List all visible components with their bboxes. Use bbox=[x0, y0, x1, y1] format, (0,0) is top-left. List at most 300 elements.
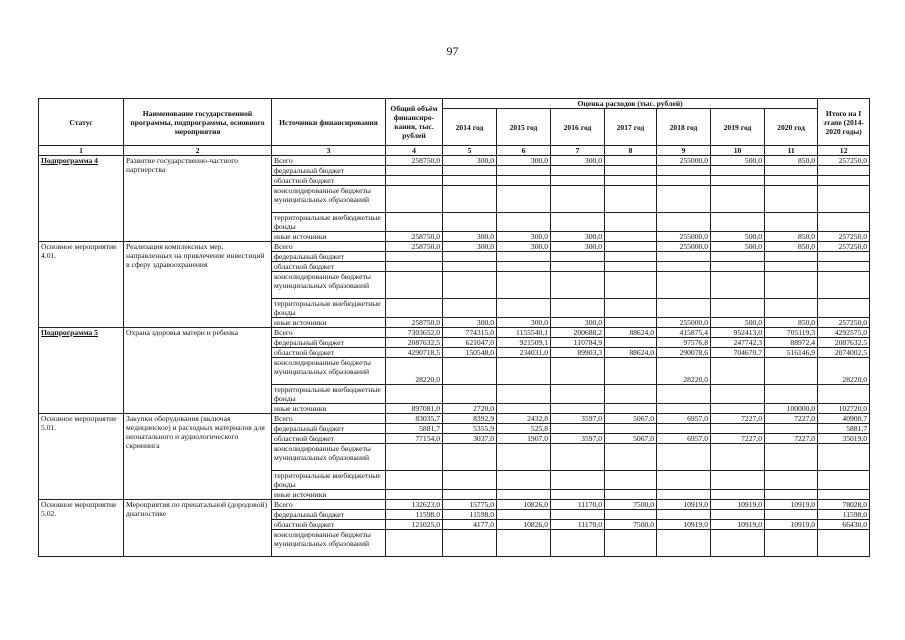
row-value bbox=[605, 232, 657, 242]
row-name: Реализация комплексных мер, направленных на привлечение инвестиций в сферу здравоохранения bbox=[124, 242, 272, 328]
row-value bbox=[443, 490, 497, 500]
row-value bbox=[605, 385, 657, 404]
header-row-top bbox=[39, 99, 870, 109]
row-value bbox=[386, 166, 443, 176]
row-value bbox=[551, 358, 605, 385]
row-value: 1907,0 bbox=[497, 434, 551, 444]
row-status: Основное мероприятие 5.01. bbox=[39, 414, 124, 500]
row-value bbox=[711, 471, 765, 490]
row-value: 11598,0 bbox=[443, 510, 497, 520]
row-value bbox=[386, 490, 443, 500]
row-value: 2720,0 bbox=[443, 404, 497, 414]
row-value: 11598,0 bbox=[386, 510, 443, 520]
row-value: 7303652,0 bbox=[386, 328, 443, 338]
row-value bbox=[765, 299, 818, 318]
row-value bbox=[443, 385, 497, 404]
row-value bbox=[443, 272, 497, 299]
row-value bbox=[818, 213, 870, 232]
row-value bbox=[551, 444, 605, 471]
row-value: 121025,0 bbox=[386, 520, 443, 530]
row-value: 257250,0 bbox=[818, 318, 870, 328]
row-value bbox=[818, 471, 870, 490]
row-value bbox=[765, 358, 818, 385]
header-year: 2020 год bbox=[765, 109, 818, 146]
header-total-volume: Общий объём финансиро-вания, тыс. рублей bbox=[386, 99, 443, 146]
row-value bbox=[605, 444, 657, 471]
row-value: 258750,0 bbox=[386, 156, 443, 166]
row-value bbox=[605, 299, 657, 318]
row-value: 247742,3 bbox=[711, 338, 765, 348]
row-value bbox=[551, 471, 605, 490]
row-value bbox=[497, 404, 551, 414]
row-value: 921509,1 bbox=[497, 338, 551, 348]
row-value: 258750,0 bbox=[386, 318, 443, 328]
row-value: 850,0 bbox=[765, 318, 818, 328]
row-value: 2087632,5 bbox=[386, 338, 443, 348]
row-value bbox=[605, 262, 657, 272]
column-number: 10 bbox=[711, 146, 765, 156]
row-value bbox=[818, 176, 870, 186]
row-value bbox=[711, 213, 765, 232]
row-value bbox=[765, 272, 818, 299]
row-value bbox=[443, 471, 497, 490]
row-value bbox=[443, 444, 497, 471]
row-value: 10919,0 bbox=[765, 520, 818, 530]
row-value bbox=[711, 358, 765, 385]
row-value: 257250,0 bbox=[818, 156, 870, 166]
row-value bbox=[765, 186, 818, 213]
row-value: 255000,0 bbox=[657, 156, 711, 166]
row-value bbox=[551, 530, 605, 557]
row-value: 300,0 bbox=[443, 232, 497, 242]
column-number: 6 bbox=[497, 146, 551, 156]
row-status: Подпрограмма 5 bbox=[39, 328, 124, 414]
row-value: 300,0 bbox=[551, 242, 605, 252]
row-value bbox=[711, 272, 765, 299]
row-value: 200688,2 bbox=[551, 328, 605, 338]
row-value bbox=[497, 471, 551, 490]
row-value: 300,0 bbox=[497, 318, 551, 328]
row-source: иные источники bbox=[272, 490, 386, 500]
row-value bbox=[605, 272, 657, 299]
row-value: 15775,0 bbox=[443, 500, 497, 510]
row-value bbox=[497, 252, 551, 262]
row-value bbox=[765, 510, 818, 520]
row-value bbox=[605, 156, 657, 166]
row-value bbox=[497, 176, 551, 186]
row-value bbox=[386, 385, 443, 404]
header-year: 2017 год bbox=[605, 109, 657, 146]
row-value bbox=[497, 166, 551, 176]
row-value: 255000,0 bbox=[657, 242, 711, 252]
row-value bbox=[443, 166, 497, 176]
page-number: 97 bbox=[446, 44, 459, 58]
row-source: иные источники bbox=[272, 232, 386, 242]
table-row bbox=[39, 156, 870, 166]
column-number: 11 bbox=[765, 146, 818, 156]
row-value bbox=[605, 404, 657, 414]
row-value: 35019,0 bbox=[818, 434, 870, 444]
header-year: 2018 год bbox=[657, 109, 711, 146]
row-value bbox=[551, 424, 605, 434]
row-value: 258750,0 bbox=[386, 242, 443, 252]
row-value bbox=[765, 490, 818, 500]
row-value: 10826,0 bbox=[497, 520, 551, 530]
row-value bbox=[497, 490, 551, 500]
row-value: 774315,0 bbox=[443, 328, 497, 338]
row-source: Всего bbox=[272, 156, 386, 166]
row-value bbox=[386, 252, 443, 262]
row-source: территориальные внебюджетные фонды bbox=[272, 385, 386, 404]
row-value bbox=[765, 213, 818, 232]
row-value: 257250,0 bbox=[818, 242, 870, 252]
row-value: 97576,8 bbox=[657, 338, 711, 348]
row-value: 850,0 bbox=[765, 156, 818, 166]
row-value: 4177,0 bbox=[443, 520, 497, 530]
row-source: областной бюджет bbox=[272, 520, 386, 530]
row-source: территориальные внебюджетные фонды bbox=[272, 299, 386, 318]
row-value: 28220,0 bbox=[818, 358, 870, 385]
row-value: 255000,0 bbox=[657, 318, 711, 328]
row-value: 3037,0 bbox=[443, 434, 497, 444]
row-value: 500,0 bbox=[711, 232, 765, 242]
row-value bbox=[443, 252, 497, 262]
column-number: 8 bbox=[605, 146, 657, 156]
row-value bbox=[551, 272, 605, 299]
row-value bbox=[818, 272, 870, 299]
budget-table bbox=[38, 98, 870, 557]
row-value: 897081,0 bbox=[386, 404, 443, 414]
row-value bbox=[711, 262, 765, 272]
row-value bbox=[605, 490, 657, 500]
row-value: 10919,0 bbox=[657, 520, 711, 530]
row-source: федеральный бюджет bbox=[272, 510, 386, 520]
header-stage-total: Итого на I этапе (2014-2020 годы) bbox=[818, 99, 870, 146]
row-name: Охрана здоровья матери и ребенка bbox=[124, 328, 272, 414]
row-value: 28220,0 bbox=[657, 358, 711, 385]
row-value bbox=[711, 530, 765, 557]
row-value: 88624,0 bbox=[605, 328, 657, 338]
column-number: 1 bbox=[39, 146, 124, 156]
row-value bbox=[386, 444, 443, 471]
row-value: 4292575,0 bbox=[818, 328, 870, 338]
row-value bbox=[497, 510, 551, 520]
row-value: 7500,0 bbox=[605, 520, 657, 530]
row-value: 290078,6 bbox=[657, 348, 711, 358]
row-value bbox=[605, 213, 657, 232]
row-source: иные источники bbox=[272, 404, 386, 414]
row-value: 5881,7 bbox=[386, 424, 443, 434]
row-value bbox=[711, 404, 765, 414]
row-value bbox=[497, 444, 551, 471]
row-value: 300,0 bbox=[443, 318, 497, 328]
row-value: 88624,0 bbox=[605, 348, 657, 358]
header-estimate: Оценка расходов (тыс. рублей) bbox=[443, 99, 818, 109]
row-value: 525,8 bbox=[497, 424, 551, 434]
row-value: 300,0 bbox=[551, 156, 605, 166]
row-value bbox=[443, 262, 497, 272]
row-status: Основное мероприятие 4.01. bbox=[39, 242, 124, 328]
row-source: областной бюджет bbox=[272, 348, 386, 358]
row-source: консолидированные бюджеты муниципальных образований bbox=[272, 272, 386, 299]
row-value: 850,0 bbox=[765, 232, 818, 242]
row-value bbox=[497, 186, 551, 213]
row-value: 10919,0 bbox=[657, 500, 711, 510]
row-value: 704670,7 bbox=[711, 348, 765, 358]
column-number: 7 bbox=[551, 146, 605, 156]
row-value bbox=[605, 338, 657, 348]
row-value: 300,0 bbox=[551, 318, 605, 328]
row-value bbox=[497, 262, 551, 272]
row-value bbox=[657, 471, 711, 490]
row-value bbox=[657, 530, 711, 557]
row-value: 11170,0 bbox=[551, 500, 605, 510]
row-value: 3597,0 bbox=[551, 434, 605, 444]
row-value: 132623,0 bbox=[386, 500, 443, 510]
row-value bbox=[605, 471, 657, 490]
row-value bbox=[818, 299, 870, 318]
row-value: 89903,3 bbox=[551, 348, 605, 358]
row-value: 110784,9 bbox=[551, 338, 605, 348]
row-value bbox=[765, 444, 818, 471]
row-value bbox=[497, 299, 551, 318]
row-value: 8392,9 bbox=[443, 414, 497, 424]
header-status: Статус bbox=[39, 99, 124, 146]
row-value: 7227,0 bbox=[765, 414, 818, 424]
row-value bbox=[657, 404, 711, 414]
row-value bbox=[605, 424, 657, 434]
row-value bbox=[443, 186, 497, 213]
row-value bbox=[818, 252, 870, 262]
row-value bbox=[605, 510, 657, 520]
row-value: 255000,0 bbox=[657, 232, 711, 242]
row-value: 150548,0 bbox=[443, 348, 497, 358]
row-value: 10919,0 bbox=[711, 500, 765, 510]
row-value bbox=[497, 272, 551, 299]
row-source: федеральный бюджет bbox=[272, 166, 386, 176]
row-source: консолидированные бюджеты муниципальных образований bbox=[272, 358, 386, 385]
row-value bbox=[551, 299, 605, 318]
row-value: 500,0 bbox=[711, 318, 765, 328]
row-name: Мероприятия по пренатальной (дородовой) диагностике bbox=[124, 500, 272, 557]
row-value bbox=[497, 385, 551, 404]
row-value: 11170,0 bbox=[551, 520, 605, 530]
row-value: 516146,9 bbox=[765, 348, 818, 358]
header-year: 2014 год bbox=[443, 109, 497, 146]
row-value bbox=[497, 530, 551, 557]
row-value bbox=[605, 252, 657, 262]
row-value bbox=[711, 490, 765, 500]
row-value bbox=[818, 166, 870, 176]
row-value: 300,0 bbox=[551, 232, 605, 242]
row-value bbox=[657, 262, 711, 272]
row-value bbox=[765, 424, 818, 434]
row-value bbox=[443, 213, 497, 232]
row-value bbox=[818, 385, 870, 404]
row-value: 621047,0 bbox=[443, 338, 497, 348]
row-value: 5067,0 bbox=[605, 414, 657, 424]
column-number: 5 bbox=[443, 146, 497, 156]
header-name: Наименование государственной программы, подпрограммы, основного мероприятия bbox=[124, 99, 272, 146]
row-value bbox=[605, 242, 657, 252]
row-value: 500,0 bbox=[711, 156, 765, 166]
row-value: 66430,0 bbox=[818, 520, 870, 530]
row-source: консолидированные бюджеты муниципальных образований bbox=[272, 530, 386, 557]
row-value: 4290718,5 bbox=[386, 348, 443, 358]
row-value bbox=[605, 186, 657, 213]
row-value: 300,0 bbox=[497, 156, 551, 166]
row-value bbox=[657, 424, 711, 434]
header-year: 2019 год bbox=[711, 109, 765, 146]
row-value: 10919,0 bbox=[765, 500, 818, 510]
row-value: 7227,0 bbox=[711, 414, 765, 424]
row-value bbox=[765, 252, 818, 262]
row-value bbox=[386, 176, 443, 186]
row-source: федеральный бюджет bbox=[272, 252, 386, 262]
row-value: 5067,0 bbox=[605, 434, 657, 444]
row-status: Основное мероприятие 5.02. bbox=[39, 500, 124, 557]
row-value bbox=[551, 262, 605, 272]
row-value bbox=[605, 358, 657, 385]
row-value: 10919,0 bbox=[711, 520, 765, 530]
header-year: 2015 год bbox=[497, 109, 551, 146]
row-value bbox=[386, 530, 443, 557]
row-name: Развитие государственно-частного партнерства bbox=[124, 156, 272, 242]
row-value: 500,0 bbox=[711, 242, 765, 252]
row-value bbox=[551, 252, 605, 262]
row-value: 3597,0 bbox=[551, 414, 605, 424]
row-value bbox=[765, 530, 818, 557]
row-value: 257250,0 bbox=[818, 232, 870, 242]
row-value bbox=[657, 166, 711, 176]
row-value bbox=[443, 358, 497, 385]
row-value: 300,0 bbox=[443, 156, 497, 166]
row-value bbox=[386, 471, 443, 490]
row-value bbox=[711, 166, 765, 176]
column-number: 3 bbox=[272, 146, 386, 156]
row-source: территориальные внебюджетные фонды bbox=[272, 213, 386, 232]
row-value bbox=[551, 166, 605, 176]
row-value: 28220,0 bbox=[386, 358, 443, 385]
row-source: федеральный бюджет bbox=[272, 338, 386, 348]
row-source: консолидированные бюджеты муниципальных образований bbox=[272, 186, 386, 213]
row-value bbox=[386, 272, 443, 299]
row-value bbox=[818, 186, 870, 213]
row-value: 11598,0 bbox=[818, 510, 870, 520]
row-value bbox=[497, 358, 551, 385]
row-value bbox=[443, 176, 497, 186]
row-value bbox=[657, 213, 711, 232]
row-source: территориальные внебюджетные фонды bbox=[272, 471, 386, 490]
column-number: 12 bbox=[818, 146, 870, 156]
row-value bbox=[765, 262, 818, 272]
row-source: консолидированные бюджеты муниципальных образований bbox=[272, 444, 386, 471]
row-value bbox=[657, 272, 711, 299]
row-value bbox=[657, 444, 711, 471]
row-value bbox=[765, 176, 818, 186]
row-value: 78028,0 bbox=[818, 500, 870, 510]
row-value bbox=[605, 318, 657, 328]
row-value: 415875,4 bbox=[657, 328, 711, 338]
row-value bbox=[711, 424, 765, 434]
column-number: 4 bbox=[386, 146, 443, 156]
row-value bbox=[657, 510, 711, 520]
row-value: 6957,0 bbox=[657, 414, 711, 424]
row-value bbox=[818, 444, 870, 471]
row-value bbox=[711, 186, 765, 213]
row-value: 300,0 bbox=[497, 242, 551, 252]
row-source: Всего bbox=[272, 328, 386, 338]
row-source: областной бюджет bbox=[272, 434, 386, 444]
row-source: Всего bbox=[272, 500, 386, 510]
row-value bbox=[818, 530, 870, 557]
table-row bbox=[39, 500, 870, 510]
header-year: 2016 год bbox=[551, 109, 605, 146]
row-value: 83035,7 bbox=[386, 414, 443, 424]
row-value bbox=[605, 530, 657, 557]
row-value: 850,0 bbox=[765, 242, 818, 252]
row-value bbox=[711, 444, 765, 471]
row-value: 5355,9 bbox=[443, 424, 497, 434]
row-value: 258750,0 bbox=[386, 232, 443, 242]
row-value: 100000,0 bbox=[765, 404, 818, 414]
row-value bbox=[818, 490, 870, 500]
row-value: 1155540,1 bbox=[497, 328, 551, 338]
row-value: 7227,0 bbox=[711, 434, 765, 444]
row-value: 7500,0 bbox=[605, 500, 657, 510]
row-value: 40900,7 bbox=[818, 414, 870, 424]
row-source: областной бюджет bbox=[272, 176, 386, 186]
row-value bbox=[551, 490, 605, 500]
row-status: Подпрограмма 4 bbox=[39, 156, 124, 242]
row-value bbox=[605, 176, 657, 186]
row-value bbox=[711, 252, 765, 262]
row-value bbox=[386, 186, 443, 213]
row-source: федеральный бюджет bbox=[272, 424, 386, 434]
row-value bbox=[551, 404, 605, 414]
header-sources: Источники финансирования bbox=[272, 99, 386, 146]
table-row bbox=[39, 242, 870, 252]
row-value: 234031,0 bbox=[497, 348, 551, 358]
row-source: иные источники bbox=[272, 318, 386, 328]
row-value bbox=[551, 385, 605, 404]
row-value bbox=[711, 510, 765, 520]
row-value: 10826,0 bbox=[497, 500, 551, 510]
column-number: 9 bbox=[657, 146, 711, 156]
table-row bbox=[39, 414, 870, 424]
row-value: 5881,7 bbox=[818, 424, 870, 434]
row-source: Всего bbox=[272, 242, 386, 252]
row-value bbox=[711, 299, 765, 318]
row-value bbox=[765, 471, 818, 490]
column-number: 2 bbox=[124, 146, 272, 156]
row-value bbox=[605, 166, 657, 176]
row-value: 300,0 bbox=[497, 232, 551, 242]
row-value bbox=[818, 262, 870, 272]
row-value bbox=[386, 299, 443, 318]
row-value bbox=[443, 299, 497, 318]
row-value: 77154,0 bbox=[386, 434, 443, 444]
row-source: областной бюджет bbox=[272, 262, 386, 272]
row-value bbox=[711, 176, 765, 186]
row-value bbox=[443, 530, 497, 557]
row-value: 952413,0 bbox=[711, 328, 765, 338]
row-value: 2074002,5 bbox=[818, 348, 870, 358]
row-value bbox=[657, 490, 711, 500]
row-value: 7227,0 bbox=[765, 434, 818, 444]
row-value bbox=[386, 213, 443, 232]
row-value: 705119,3 bbox=[765, 328, 818, 338]
